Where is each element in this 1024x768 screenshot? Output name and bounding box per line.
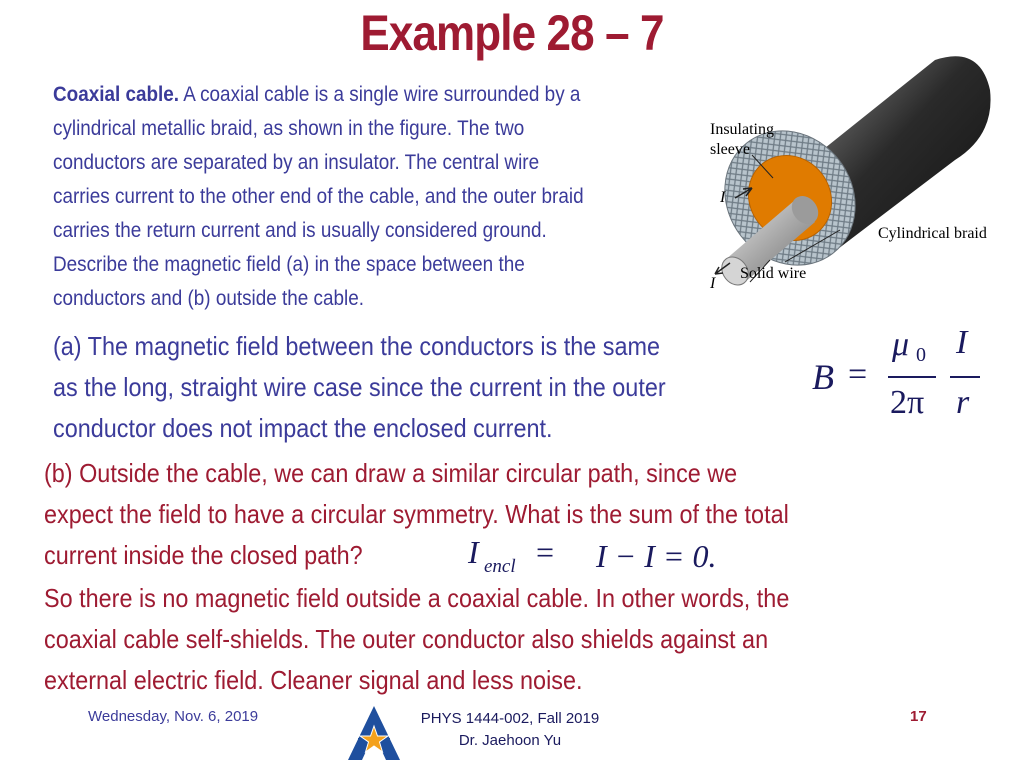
footer-date: Wednesday, Nov. 6, 2019 xyxy=(88,708,259,725)
part-b-line-0: (b) Outside the cable, we can draw a similar circular path, since we xyxy=(44,458,738,488)
slide-title: Example 28 – 7 xyxy=(360,5,664,61)
footer-course: PHYS 1444-002, Fall 2019 xyxy=(420,710,600,727)
university-logo-icon xyxy=(346,704,402,762)
eq-encl-I: I xyxy=(468,534,479,570)
eq-denominator: 2π xyxy=(890,384,925,421)
eq-mu-sub: 0 xyxy=(916,344,926,366)
coaxial-cable-figure xyxy=(690,50,1024,300)
eq-equals: = xyxy=(848,356,868,393)
footer-course-block xyxy=(400,708,620,752)
label-braid: Cylindrical braid xyxy=(878,225,987,242)
label-sleeve: sleeve xyxy=(710,141,750,158)
label-insulating: Insulating xyxy=(710,121,774,138)
eq-current: I xyxy=(956,324,968,361)
conclusion-line-2: external electric field. Cleaner signal and less noise. xyxy=(44,665,583,695)
label-solid-wire: Solid wire xyxy=(740,265,807,282)
eq-encl-sub: encl xyxy=(484,556,516,577)
part-b-line-1: expect the field to have a circular symmetry. What is the sum of the total xyxy=(44,499,789,529)
eq-encl-rhs: I − I = 0. xyxy=(596,538,717,574)
fraction-bar xyxy=(950,376,980,378)
intro-line-3: carries current to the other end of the cable, and the outer braid xyxy=(53,185,584,208)
part-a-paragraph xyxy=(53,326,791,449)
fraction-bar xyxy=(888,376,936,378)
eq-encl-equals: = xyxy=(536,534,555,570)
part-a-line-1: as the long, straight wire case since the current in the outer xyxy=(53,372,666,402)
eq-lhs: B xyxy=(812,357,834,397)
intro-bold: Coaxial cable. xyxy=(53,83,180,106)
conclusion-line-1: coaxial cable self-shields. The outer conductor also shields against an xyxy=(44,624,769,654)
label-current-in: I xyxy=(720,189,726,206)
intro-paragraph xyxy=(53,78,710,316)
eq-radius: r xyxy=(956,384,970,421)
page-number: 17 xyxy=(910,708,927,725)
intro-line-1: cylindrical metallic braid, as shown in the figure. The two xyxy=(53,117,525,140)
conclusion-line-0: So there is no magnetic field outside a coaxial cable. In other words, the xyxy=(44,583,790,613)
part-a-line-2: conductor does not impact the enclosed current. xyxy=(53,413,553,443)
field-equation xyxy=(808,320,1008,440)
intro-line-0: A coaxial cable is a single wire surrounded by a xyxy=(179,83,581,106)
footer-instructor: Dr. Jaehoon Yu xyxy=(458,732,562,749)
conclusion-paragraph xyxy=(44,578,998,701)
label-current-out: I xyxy=(710,275,716,292)
part-a-line-0: (a) The magnetic field between the conductors is the same xyxy=(53,331,661,361)
intro-line-6: conductors and (b) outside the cable. xyxy=(53,287,364,310)
intro-line-2: conductors are separated by an insulator. The central wire xyxy=(53,151,540,174)
part-b-line-2: current inside the closed path? xyxy=(44,540,363,570)
intro-line-4: carries the return current and is usually considered ground. xyxy=(53,219,547,242)
eq-mu: μ xyxy=(892,326,910,363)
intro-line-5: Describe the magnetic field (a) in the space between the xyxy=(53,253,525,276)
enclosed-current-equation xyxy=(468,532,768,582)
